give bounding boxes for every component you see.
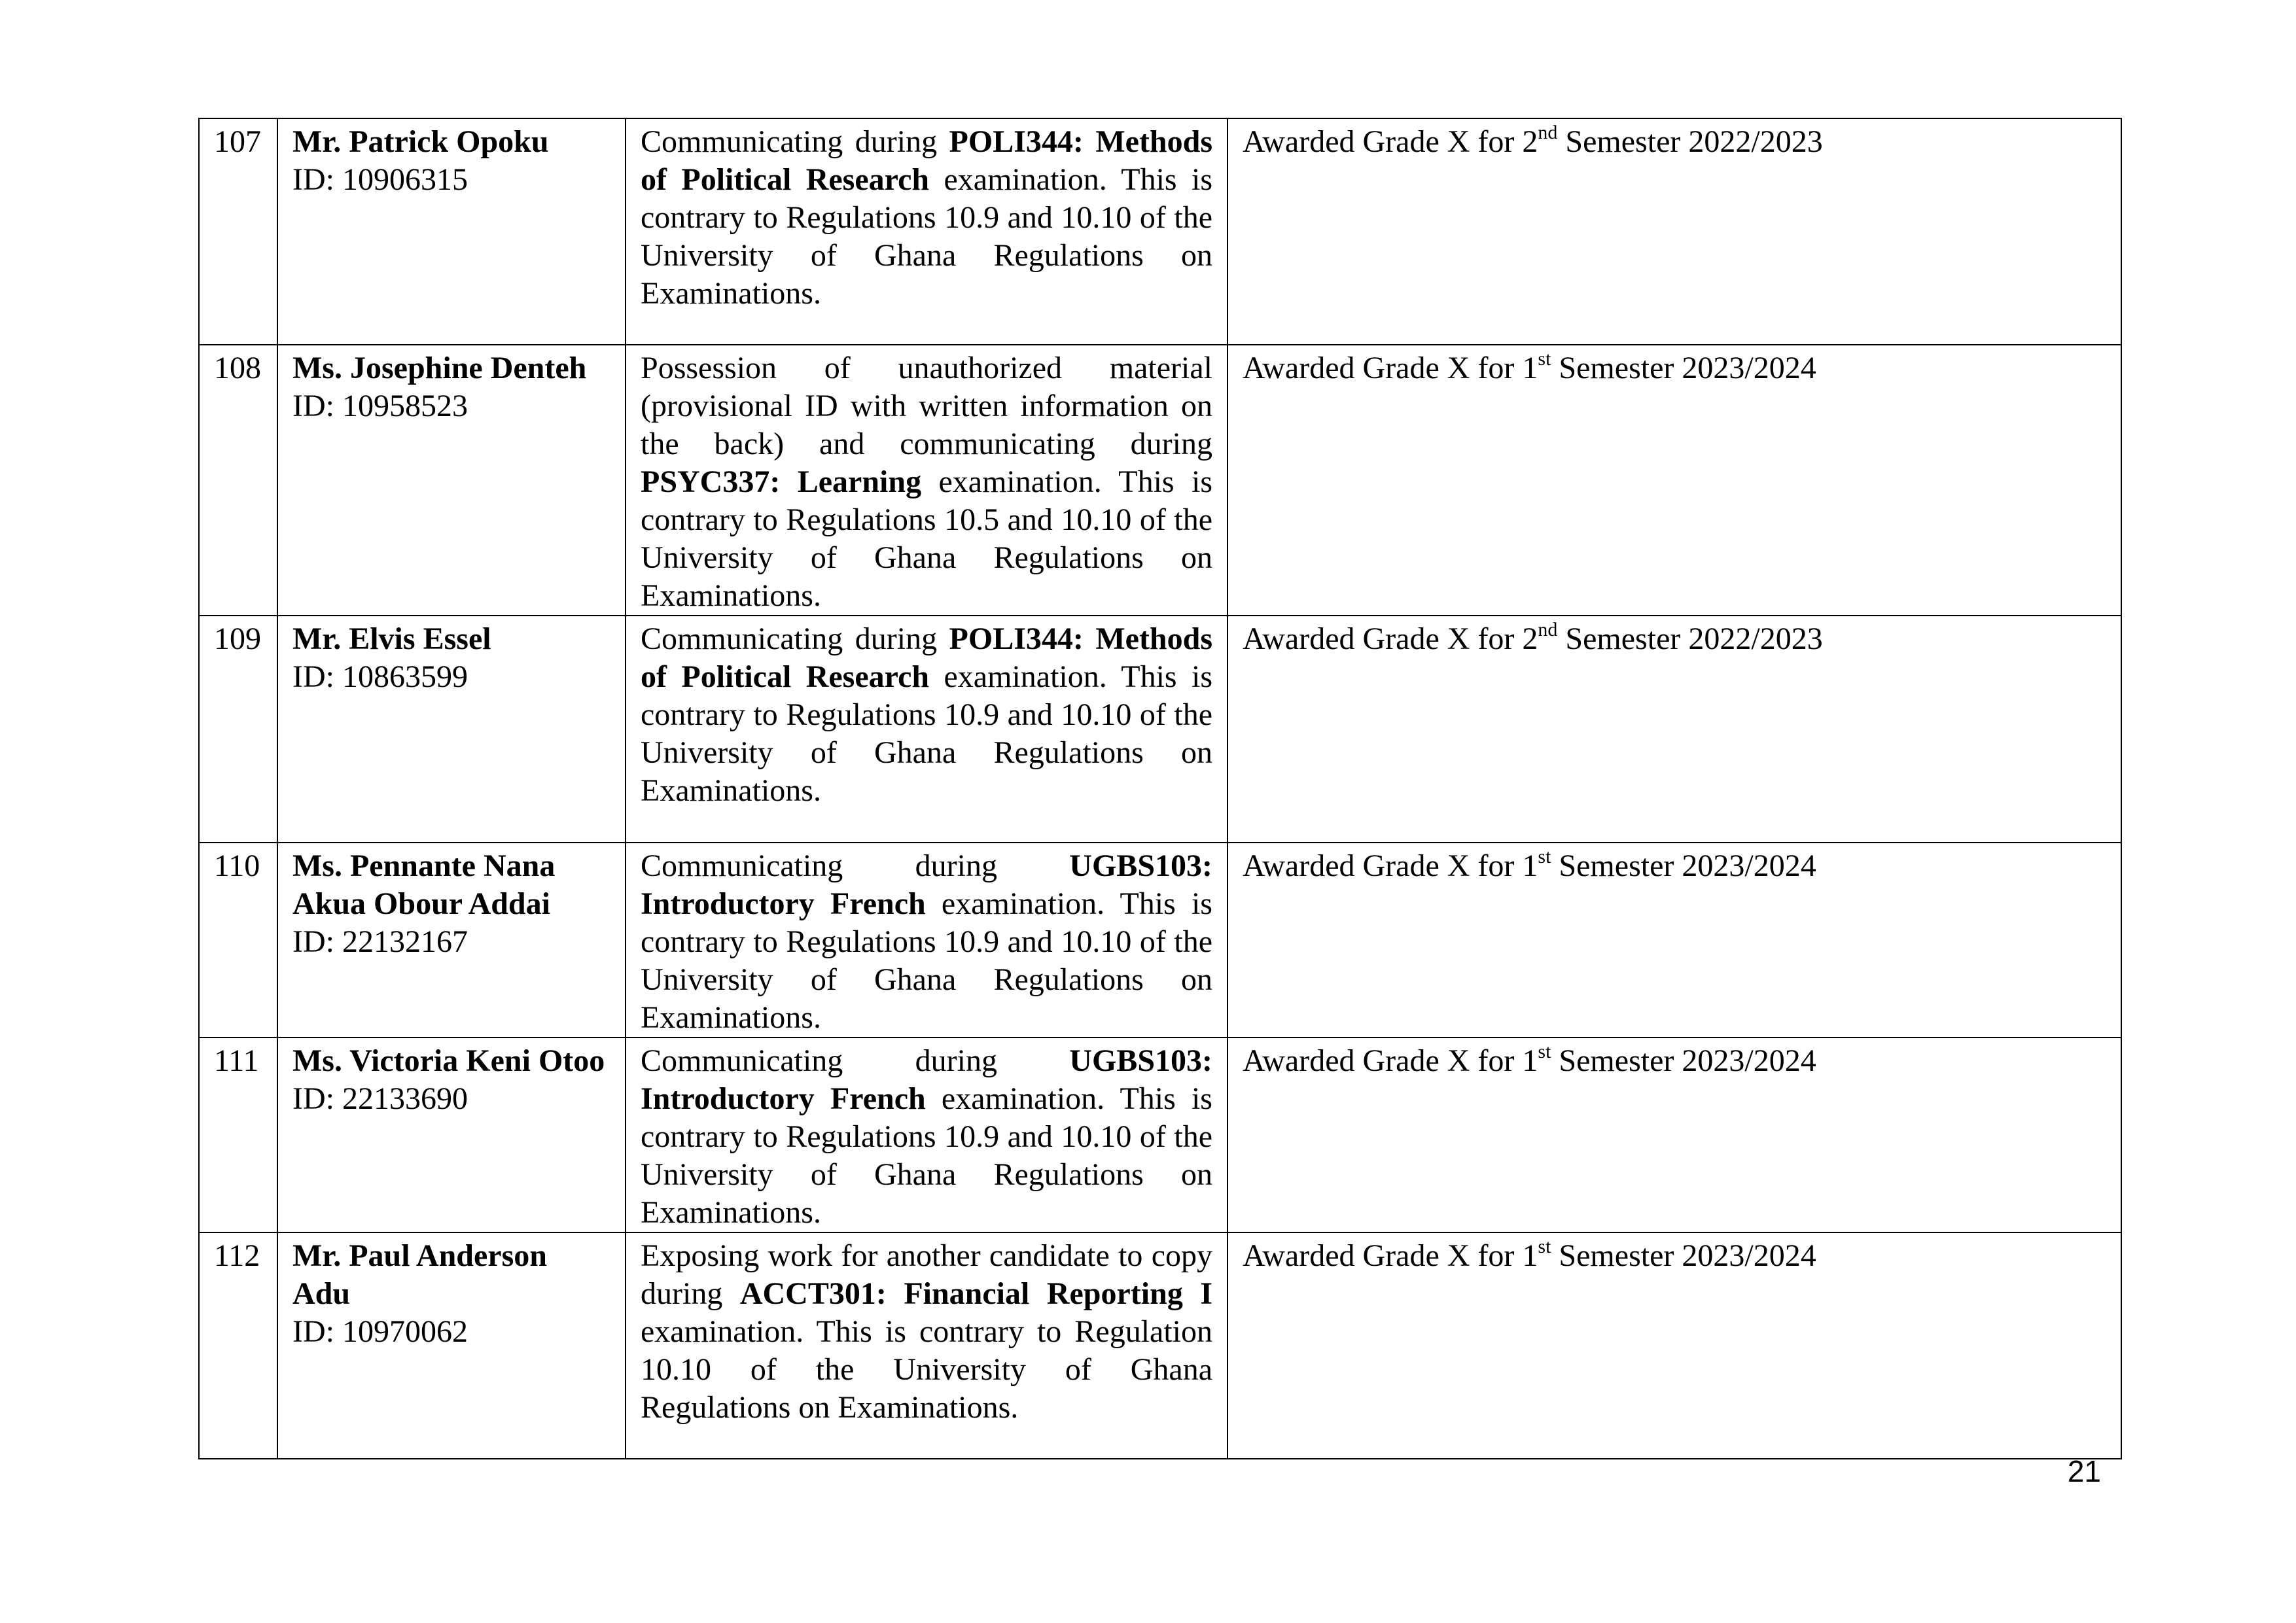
sanction-cell	[1227, 118, 2121, 345]
student-cell	[277, 843, 626, 1038]
student-id: ID: 22132167	[292, 924, 468, 959]
ordinal-suffix: nd	[1538, 619, 1558, 640]
student-name: Mr. Paul Anderson Adu	[292, 1238, 547, 1311]
table-row	[199, 616, 2121, 843]
course-title: POLI344: Methods of Political Research	[641, 124, 1213, 197]
sanction-text: Awarded Grade X for 1	[1243, 848, 1538, 883]
sanction-semester: Semester 2023/2024	[1551, 1238, 1816, 1273]
row-number: 107	[199, 118, 277, 345]
sanction-semester: Semester 2023/2024	[1551, 848, 1816, 883]
offence-text: examination. This is contrary to Regulations 10.9 and 10.10 of the University of Ghana Regulations on Examinations.	[641, 659, 1213, 808]
ordinal-suffix: st	[1538, 1236, 1551, 1257]
row-number: 110	[199, 843, 277, 1038]
row-number: 109	[199, 616, 277, 843]
student-name: Ms. Pennante Nana Akua Obour Addai	[292, 848, 556, 921]
offence-description	[626, 345, 1227, 616]
sanction-semester: Semester 2023/2024	[1551, 351, 1816, 385]
offence-text: Exposing work for another candidate to copy during	[641, 1238, 1212, 1311]
offence-description	[626, 118, 1227, 345]
sanction-text: Awarded Grade X for 2	[1243, 621, 1538, 656]
course-title: PSYC337: Learning	[641, 464, 922, 499]
offence-text: Communicating during	[641, 1043, 1070, 1078]
table-row	[199, 118, 2121, 345]
row-number: 112	[199, 1232, 277, 1459]
offence-text: Communicating during	[641, 621, 949, 656]
student-cell	[277, 616, 626, 843]
sanction-semester: Semester 2023/2024	[1551, 1043, 1816, 1078]
offence-text: examination. This is contrary to Regulations 10.5 and 10.10 of the University of Ghana Regulations on Examinations.	[641, 464, 1212, 613]
sanction-semester: Semester 2022/2023	[1557, 621, 1823, 656]
student-cell	[277, 118, 626, 345]
ordinal-suffix: nd	[1538, 122, 1558, 143]
offence-text: examination. This is contrary to Regulation 10.10 of the University of Ghana Regulations on Examinations.	[641, 1314, 1212, 1425]
student-cell	[277, 1232, 626, 1459]
student-id: ID: 22133690	[292, 1081, 468, 1116]
course-title: ACCT301: Financial Reporting I	[739, 1276, 1212, 1311]
ordinal-suffix: st	[1538, 846, 1551, 867]
course-title: POLI344: Methods of Political Research	[641, 621, 1213, 694]
sanction-text: Awarded Grade X for 2	[1243, 124, 1538, 159]
student-name: Ms. Josephine Denteh	[292, 351, 587, 385]
course-title: UGBS103: Introductory French	[641, 848, 1212, 921]
student-name: Ms. Victoria Keni Otoo	[292, 1043, 605, 1078]
disciplinary-sanctions-table	[198, 118, 2122, 1459]
student-name: Mr. Elvis Essel	[292, 621, 491, 656]
sanction-text: Awarded Grade X for 1	[1243, 1238, 1538, 1273]
sanction-text: Awarded Grade X for 1	[1243, 351, 1538, 385]
sanction-cell	[1227, 616, 2121, 843]
sanction-semester: Semester 2022/2023	[1557, 124, 1823, 159]
student-cell	[277, 1038, 626, 1232]
offence-text: examination. This is contrary to Regulations 10.9 and 10.10 of the University of Ghana Regulations on Examinations.	[641, 1081, 1212, 1230]
offence-description	[626, 616, 1227, 843]
offence-text: Communicating during	[641, 124, 949, 159]
offence-description	[626, 1038, 1227, 1232]
table-row	[199, 1038, 2121, 1232]
offence-description	[626, 1232, 1227, 1459]
table-row	[199, 1232, 2121, 1459]
table-body	[199, 118, 2121, 1459]
student-name: Mr. Patrick Opoku	[292, 124, 549, 159]
offence-text: Communicating during	[641, 848, 1070, 883]
ordinal-suffix: st	[1538, 348, 1551, 370]
student-id: ID: 10958523	[292, 389, 468, 423]
offence-description	[626, 843, 1227, 1038]
offence-text: examination. This is contrary to Regulations 10.9 and 10.10 of the University of Ghana Regulations on Examinations.	[641, 886, 1212, 1035]
page-number: 21	[2067, 1454, 2101, 1488]
sanction-cell	[1227, 1038, 2121, 1232]
sanction-cell	[1227, 345, 2121, 616]
student-id: ID: 10906315	[292, 162, 468, 197]
student-cell	[277, 345, 626, 616]
course-title: UGBS103: Introductory French	[641, 1043, 1212, 1116]
sanction-cell	[1227, 1232, 2121, 1459]
row-number: 111	[199, 1038, 277, 1232]
sanction-cell	[1227, 843, 2121, 1038]
offence-text: examination. This is contrary to Regulations 10.9 and 10.10 of the University of Ghana Regulations on Examinations.	[641, 162, 1213, 311]
sanction-text: Awarded Grade X for 1	[1243, 1043, 1538, 1078]
row-number: 108	[199, 345, 277, 616]
ordinal-suffix: st	[1538, 1041, 1551, 1062]
table-row	[199, 345, 2121, 616]
student-id: ID: 10863599	[292, 659, 468, 694]
table-row	[199, 843, 2121, 1038]
student-id: ID: 10970062	[292, 1314, 468, 1349]
offence-text: Possession of unauthorized material (provisional ID with written information on the back) and communicating during	[641, 351, 1212, 461]
